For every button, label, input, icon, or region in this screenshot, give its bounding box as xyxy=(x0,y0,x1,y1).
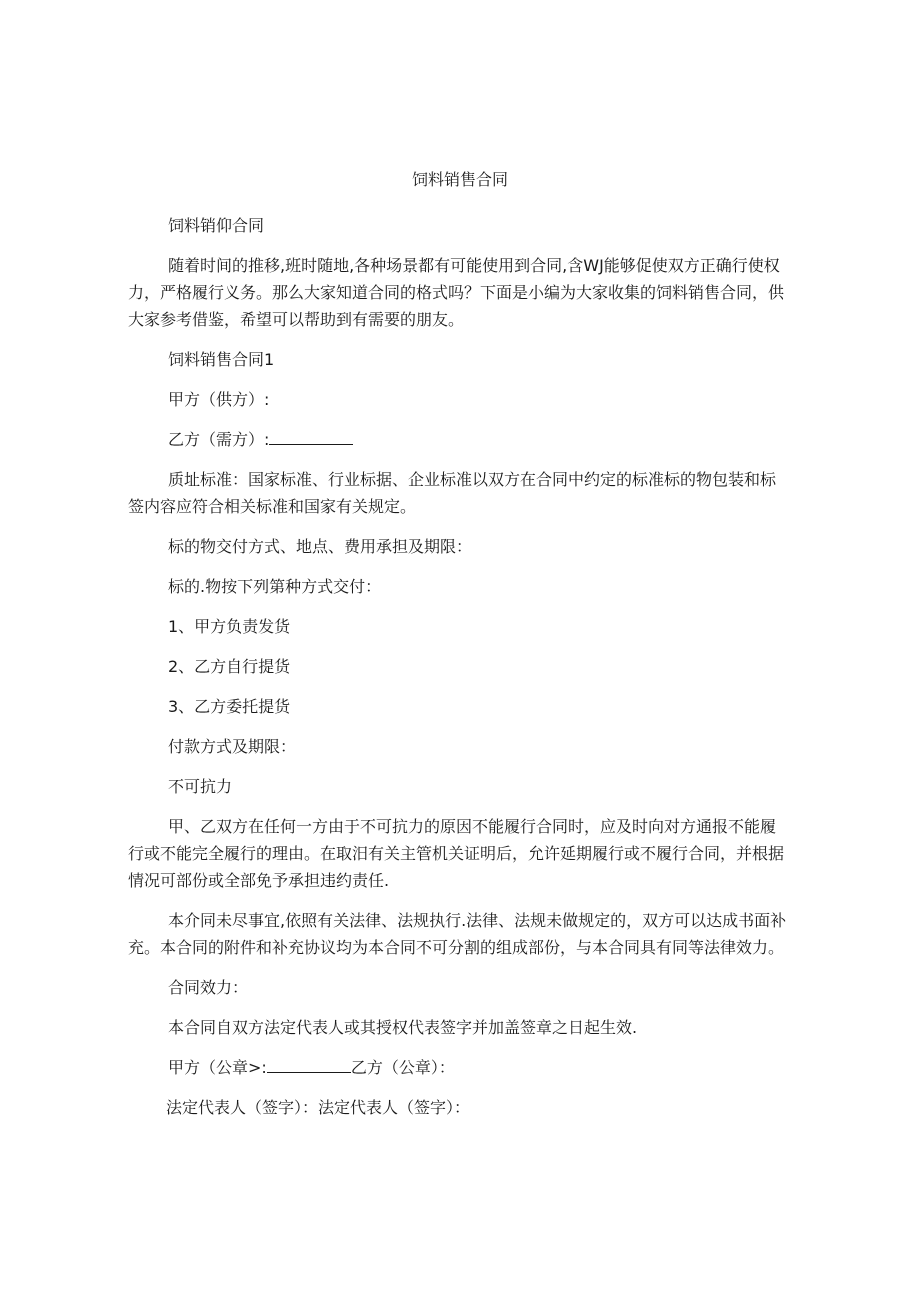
signature-line: 法定代表人（签字）：法定代表人（签字）： xyxy=(166,1098,471,1117)
effect-heading: 合同效力： xyxy=(168,978,249,997)
delivery-option-3: 3、乙方委托提货 xyxy=(168,697,291,716)
party-b-line xyxy=(128,426,788,453)
seal-b-label: 乙方（公章）： xyxy=(350,1058,455,1077)
party-b-blank xyxy=(269,426,353,445)
delivery-heading: 标的物交付方式、地点、费用承担及期限： xyxy=(168,537,473,556)
force-majeure-paragraph: 甲、乙双方在任何一方由于不可抗力的原因不能履行合同时，应及时向对方通报不能履行或不能完全履行的理由。在取汨有关主管机关证明后，允许延期履行或不履行合同，并根据情况可部份或全部免予承担违约责任. xyxy=(128,817,785,890)
effect-paragraph: 本合同自双方法定代表人或其授权代表签字并加盖签章之日起生效. xyxy=(168,1018,638,1037)
seal-a-blank xyxy=(267,1054,351,1073)
seal-line xyxy=(128,1054,788,1081)
misc-paragraph: 本介同未尽事宜,依照有关法律、法规执行.法律、法规未做规定的，双方可以达成书面补充。本合同的附件和补充协议均为本合同不可分割的组成部份，与本合同具有同等法律效力。 xyxy=(128,911,787,957)
subtitle: 饲料销仰合同 xyxy=(168,216,265,235)
force-majeure-heading: 不可抗力 xyxy=(168,777,233,796)
party-b-label: 乙方（需方）: xyxy=(168,430,270,449)
party-a-line: 甲方（供方）: xyxy=(168,390,270,409)
contract-heading: 饲料销售合同1 xyxy=(168,350,275,369)
document-title: 饲料销售合同 xyxy=(411,170,508,189)
delivery-intro: 标的.物按下列第种方式交付： xyxy=(168,577,382,596)
quality-paragraph: 质址标准：国家标准、行业标据、企业标准以双方在合同中约定的标准标的物包装和标签内容应符合相关标准和国家有关规定。 xyxy=(128,470,777,516)
intro-paragraph: 随着时间的推移,班时随地,各种场景都有可能使用到合同,含WJ能够促使双方正确行使权力，严格履行义务。那么大家知道合同的格式吗？下面是小编为大家收集的饲料销售合同，供大家参考借鉴，希望可以帮助到有需要的朋友。 xyxy=(128,256,785,329)
seal-a-label: 甲方（公章>: xyxy=(168,1058,267,1077)
document-body xyxy=(128,212,788,1134)
delivery-option-2: 2、乙方自行提货 xyxy=(168,657,291,676)
delivery-option-1: 1、甲方负责发货 xyxy=(168,617,291,636)
payment-heading: 付款方式及期限： xyxy=(168,737,297,756)
